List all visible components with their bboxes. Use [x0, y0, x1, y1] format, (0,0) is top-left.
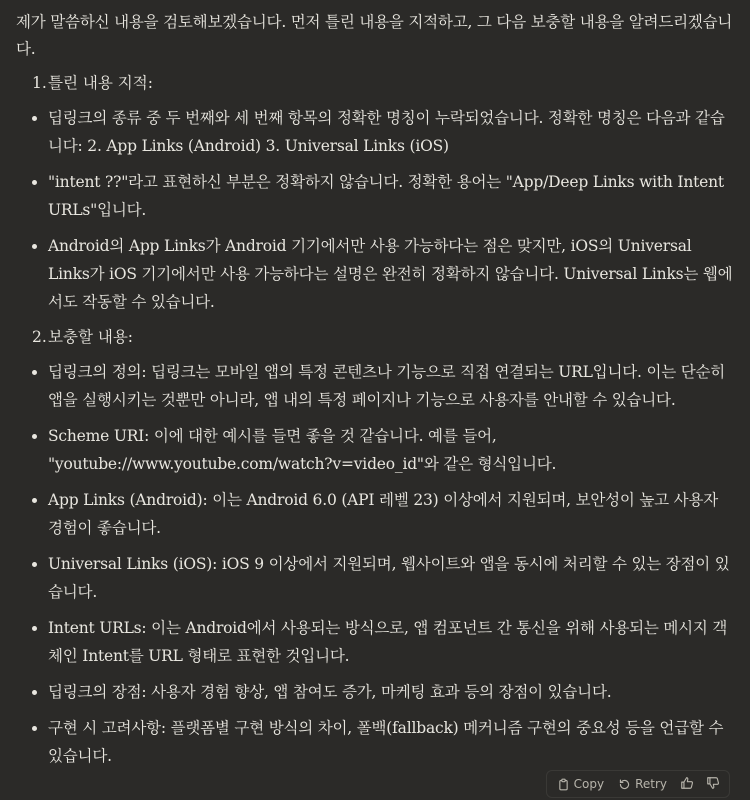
list-item-text: "intent ??"라고 표현하신 부분은 정확하지 않습니다. 정확한 용어는 "App/Deep Links with Intent URLs"입니다. — [48, 173, 724, 219]
list-item-text: 구현 시 고려사항: 플랫폼별 구현 방식의 차이, 폴백(fallback) 메커니즘 구현의 중요성 등을 언급할 수 있습니다. — [48, 719, 724, 765]
section-title-supplement — [16, 324, 736, 351]
list-item — [32, 714, 736, 770]
bullet-icon — [32, 726, 37, 731]
thumbs-up-icon — [680, 776, 694, 793]
bullet-icon — [32, 562, 37, 567]
thumbs-down-button[interactable] — [703, 774, 723, 795]
thumbs-down-icon — [706, 776, 720, 793]
list-item — [32, 614, 736, 670]
bullet-icon — [32, 180, 37, 185]
list-item-text: Scheme URI: 이에 대한 예시를 들면 좋을 것 같습니다. 예를 들어, "youtube://www.youtube.com/watch?v=video_id"와 같은 형식입니다. — [48, 427, 557, 473]
section-number: 1. — [32, 74, 47, 92]
bullet-icon — [32, 370, 37, 375]
message-actions-toolbar — [546, 770, 730, 798]
list-item-text: 딥링크의 장점: 사용자 경험 향상, 앱 참여도 증가, 마케팅 효과 등의 장점이 있습니다. — [48, 683, 612, 701]
list-item — [32, 422, 736, 478]
list-item-text: Intent URLs: 이는 Android에서 사용되는 방식으로, 앱 컴포넌트 간 통신을 위해 사용되는 메시지 객체인 Intent를 URL 형태로 표현한 것입니다. — [48, 619, 728, 665]
retry-label: Retry — [635, 777, 667, 791]
list-item — [32, 104, 736, 160]
retry-button[interactable] — [614, 775, 671, 793]
supplement-list — [16, 358, 736, 770]
list-item — [32, 678, 736, 706]
list-item-text: 딥링크의 종류 중 두 번째와 세 번째 항목의 정확한 명칭이 누락되었습니다. 정확한 명칭은 다음과 같습니다: 2. App Links (Android) 3. Universal Links (iOS) — [48, 109, 725, 155]
list-item-text: 딥링크의 정의: 딥링크는 모바일 앱의 특정 콘텐츠나 기능으로 직접 연결되는 URL입니다. 이는 단순히 앱을 실행시키는 것뿐만 아니라, 앱 내의 특정 페이지나 기능으로 사용자를 안내할 수 있습니다. — [48, 363, 726, 409]
copy-button[interactable] — [553, 775, 608, 793]
section-title-text: 보충할 내용: — [48, 328, 134, 346]
list-item-text: Universal Links (iOS): iOS 9 이상에서 지원되며, 웹사이트와 앱을 동시에 처리할 수 있는 장점이 있습니다. — [48, 555, 730, 601]
bullet-icon — [32, 434, 37, 439]
clipboard-icon — [557, 778, 570, 791]
list-item-text: App Links (Android): 이는 Android 6.0 (API 레벨 23) 이상에서 지원되며, 보안성이 높고 사용자 경험이 좋습니다. — [48, 491, 718, 537]
list-item — [32, 486, 736, 542]
list-item — [32, 550, 736, 606]
bullet-icon — [32, 690, 37, 695]
thumbs-up-button[interactable] — [677, 774, 697, 795]
bullet-icon — [32, 244, 37, 249]
section-title-text: 틀린 내용 지적: — [48, 74, 153, 92]
bullet-icon — [32, 626, 37, 631]
copy-label: Copy — [573, 777, 605, 791]
section-title-errors — [16, 70, 736, 97]
list-item — [32, 358, 736, 414]
list-item — [32, 168, 736, 224]
retry-arrow-icon — [618, 778, 631, 791]
intro-paragraph: 제가 말씀하신 내용을 검토해보겠습니다. 먼저 틀린 내용을 지적하고, 그 다음 보충할 내용을 알려드리겠습니다. — [16, 13, 733, 58]
bullet-icon — [32, 116, 37, 121]
error-list — [16, 104, 736, 316]
section-number: 2. — [32, 328, 47, 346]
bullet-icon — [32, 498, 37, 503]
list-item-text: Android의 App Links가 Android 기기에서만 사용 가능하다는 점은 맞지만, iOS의 Universal Links가 iOS 기기에서만 사용 가능하다는 설명은 완전히 정확하지 않습니다. Universal Links는 웹에서도 작동할 수 있습니다. — [48, 237, 733, 311]
list-item — [32, 232, 736, 316]
